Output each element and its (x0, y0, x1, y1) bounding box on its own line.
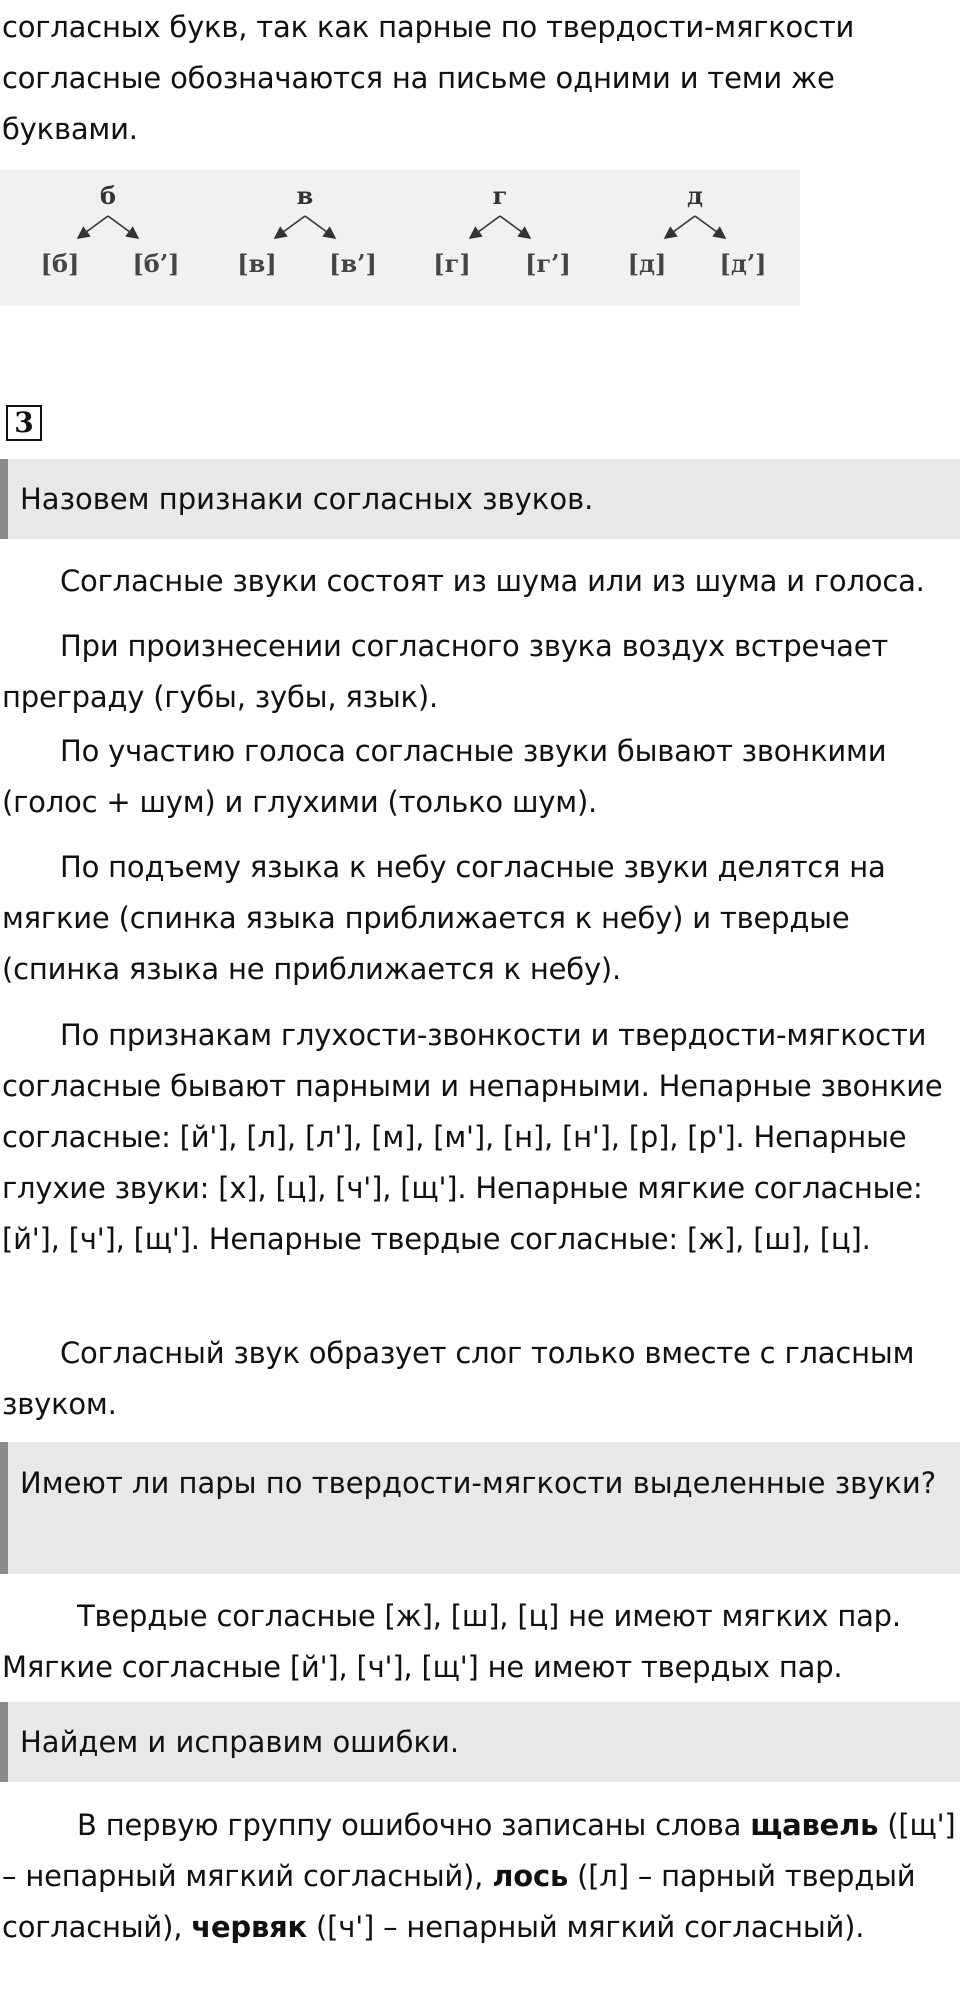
section2-answer: Твердые согласные [ж], [ш], [ц] не имеют мягких пар. Мягкие согласные [й'], [ч'], [щ'] не имеют твердых пар. (2, 1599, 901, 1684)
section1-paragraph-4: По подъему языка к небу согласные звуки делятся на мягкие (спинка языка приближается к небу) и твердые (спинка языка не приближается к небу). (2, 850, 886, 986)
section3-heading: Найдем и исправим ошибки. (0, 1702, 960, 1782)
section1-paragraph-6: Согласный звук образует слог только вместе с гласным звуком. (2, 1336, 915, 1421)
diagram-letter: б (99, 181, 117, 210)
answer-text: ([л] – парный твердый согласный), (2, 1859, 916, 1944)
section1-paragraph-2: При произнесении согласного звука воздух встречает преграду (губы, зубы, язык). (2, 629, 889, 714)
diagram-soft-sound: [б’] (132, 249, 180, 278)
diagram-soft-sound: [г’] (525, 249, 571, 278)
hard-soft-pairs-diagram (0, 170, 800, 306)
answer-text: В первую группу ошибочно записаны слова (77, 1808, 751, 1842)
error-word-2: лось (492, 1859, 569, 1893)
diagram-arrow (275, 216, 305, 238)
diagram-arrow (108, 216, 138, 238)
diagram-arrow (470, 216, 500, 238)
intro-paragraph: согласных букв, так как парные по твердости-мягкости согласные обозначаются на письме одними и теми же буквами. (2, 10, 855, 146)
diagram-letter: в (296, 181, 314, 210)
task-number: 3 (6, 405, 42, 441)
error-word-3: червяк (191, 1910, 308, 1944)
diagram-group (237, 181, 377, 278)
diagram-hard-sound: [г] (433, 249, 471, 278)
diagram-group (41, 181, 180, 278)
diagram-hard-sound: [в] (237, 249, 277, 278)
section3-answer (2, 1800, 957, 1953)
diagram-arrow (78, 216, 108, 238)
diagram-group (433, 181, 571, 278)
diagram-hard-sound: [д] (627, 249, 667, 278)
diagram-arrow (665, 216, 695, 238)
diagram-arrow (695, 216, 725, 238)
answer-text: ([щ'] – непарный мягкий согласный), (2, 1808, 956, 1893)
section2-heading: Имеют ли пары по твердости-мягкости выделенные звуки? (0, 1442, 960, 1574)
diagram-arrow (500, 216, 530, 238)
section1-heading: Назовем признаки согласных звуков. (0, 459, 960, 539)
answer-text: ([ч'] – непарный мягкий согласный). (307, 1910, 865, 1944)
error-word-1: щавель (750, 1808, 879, 1842)
diagram-soft-sound: [д’] (719, 249, 767, 278)
diagram-letter: д (687, 181, 703, 210)
diagram-letter: г (492, 181, 508, 210)
diagram-group (628, 181, 767, 278)
diagram-hard-sound: [б] (40, 249, 80, 278)
diagram-soft-sound: [в’] (329, 249, 377, 278)
section1-paragraph-5: По признакам глухости-звонкости и твердости-мягкости согласные бывают парными и непарными. Непарные звонкие согласные: [й'], [л], [л'], [м], [м'], [н], [н'], [р], [р']. Непарные глухие звуки: [х], [ц], [ч'], [щ']. Непарные мягкие согласные: [й'], [ч'], [щ']. Непарные твердые согласные: [ж], [ш], [ц]. (2, 1018, 943, 1256)
diagram-arrow (305, 216, 335, 238)
section1-paragraph-3: По участию голоса согласные звуки бывают звонкими (голос + шум) и глухими (только шум). (2, 734, 887, 819)
section1-paragraph-1: Согласные звуки состоят из шума или из шума и голоса. (60, 564, 925, 598)
